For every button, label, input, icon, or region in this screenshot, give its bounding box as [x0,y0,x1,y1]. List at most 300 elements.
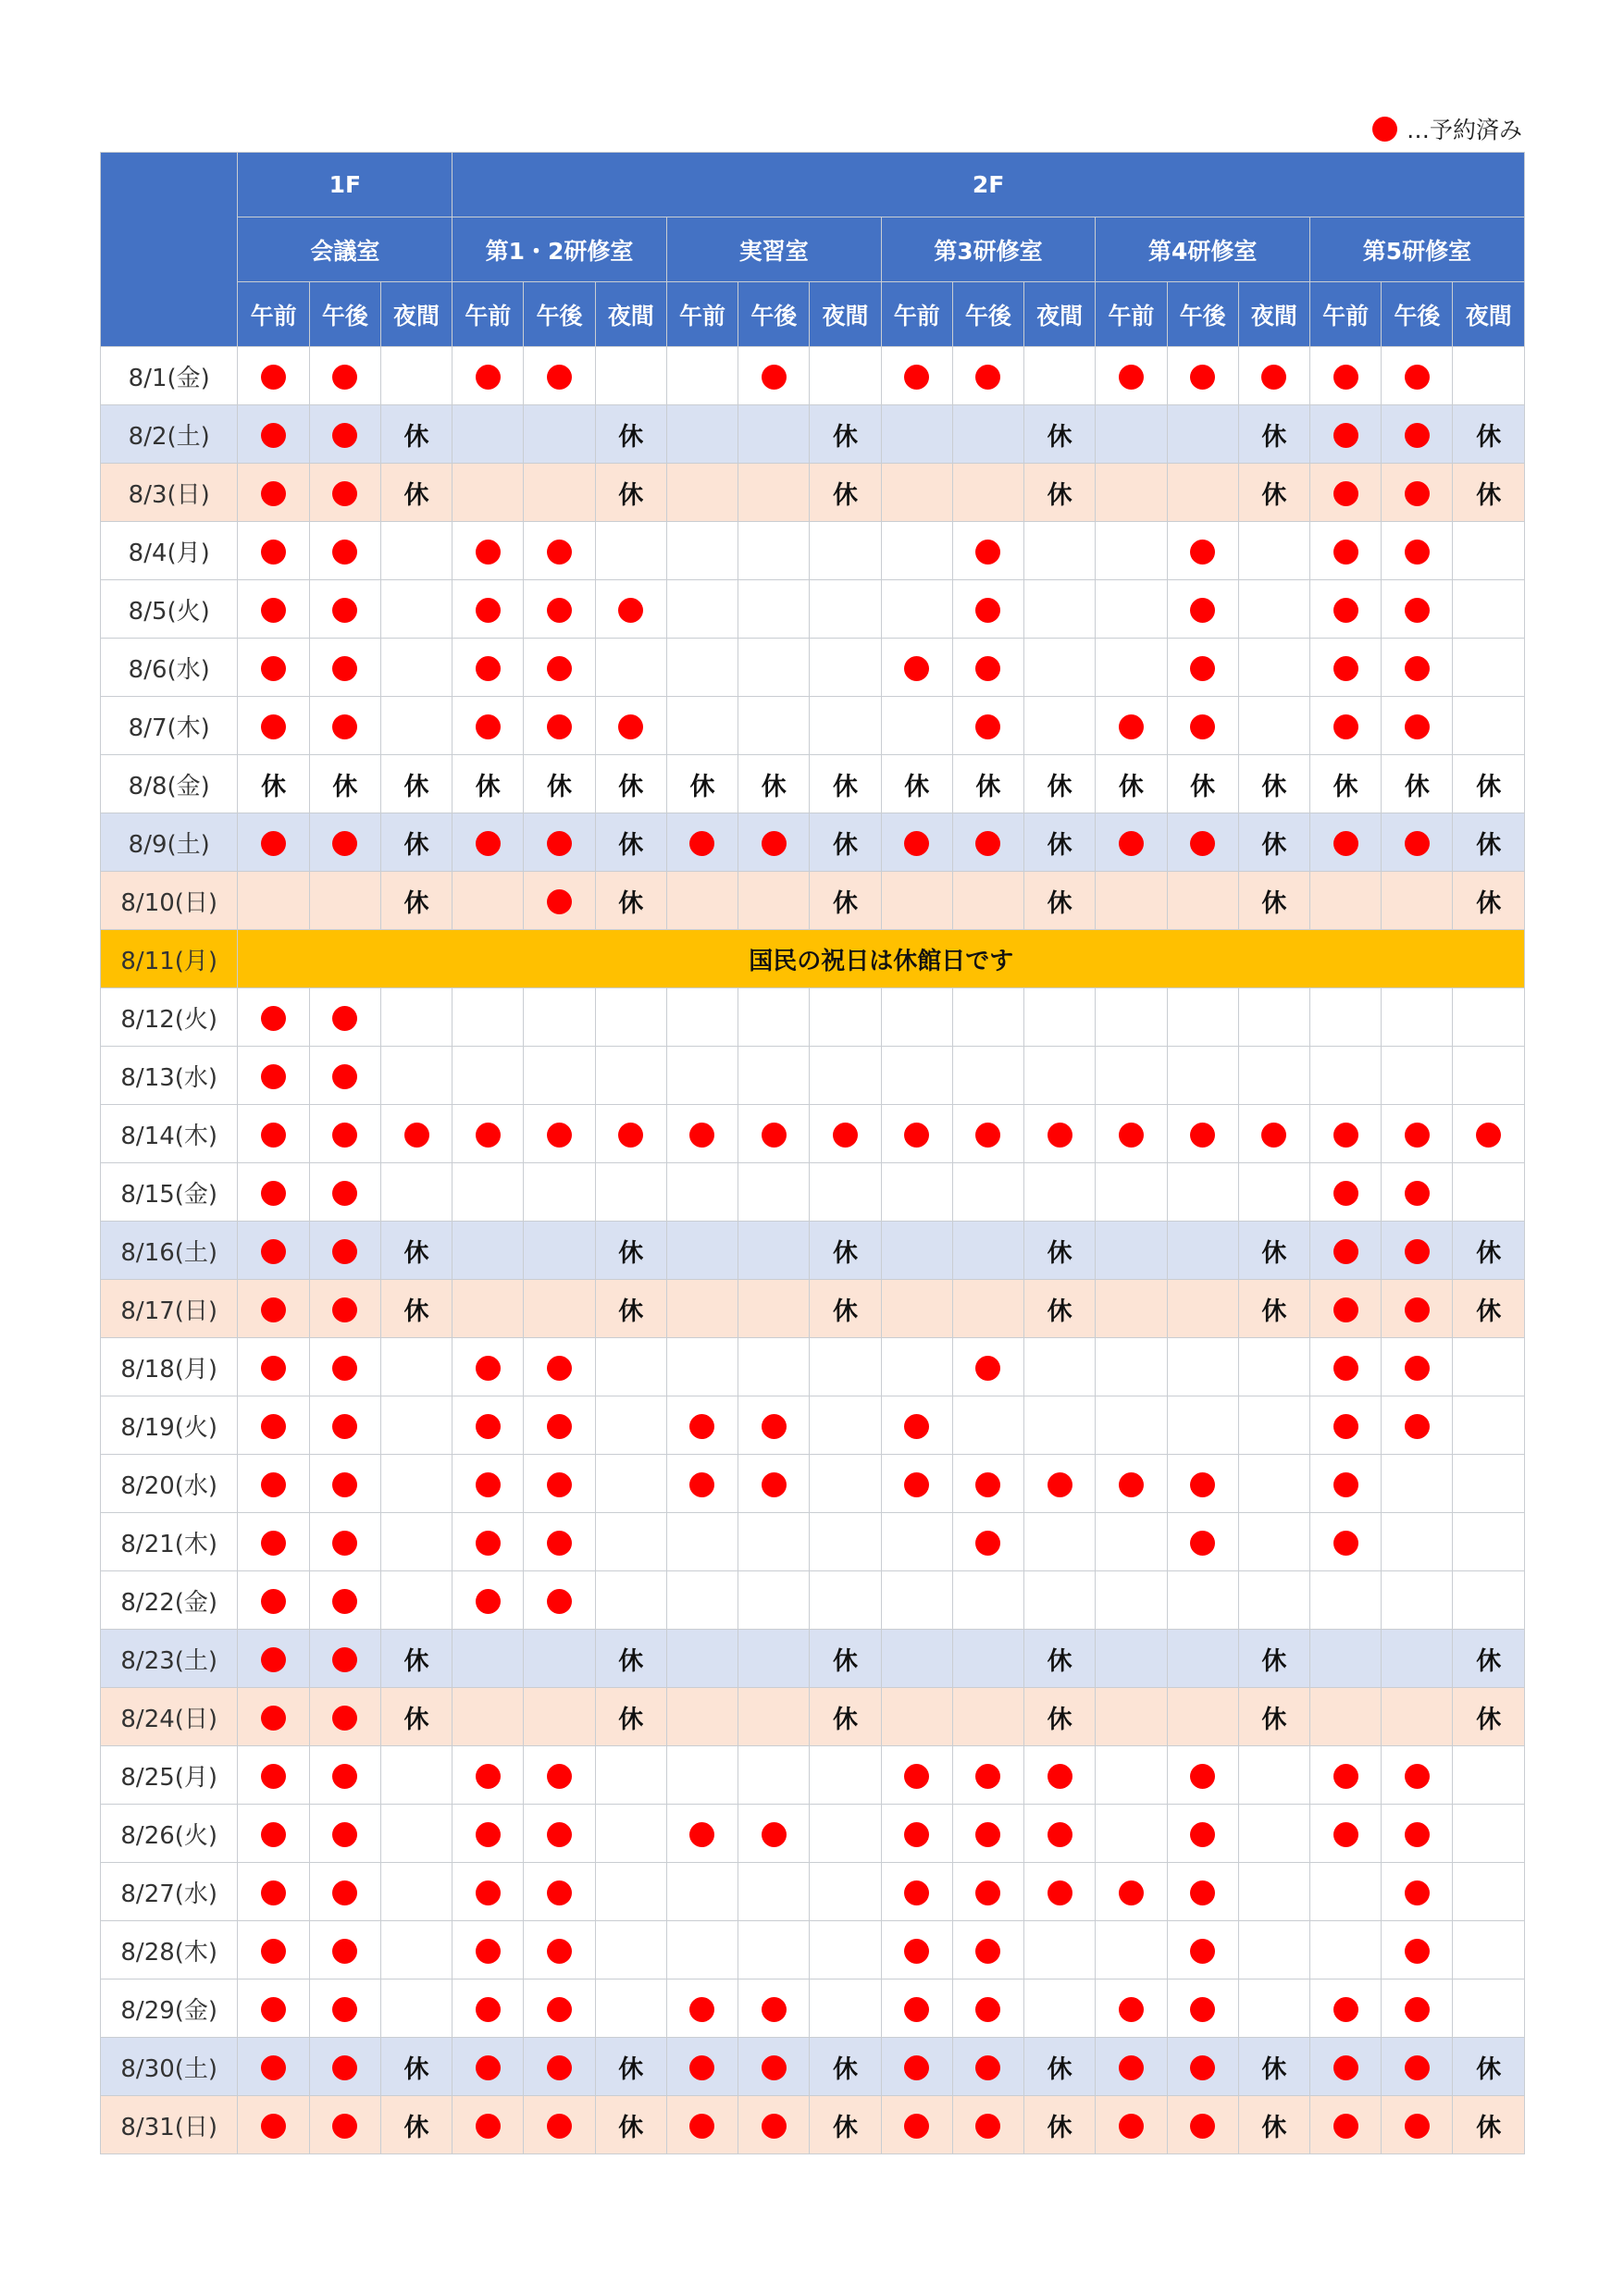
booked-dot-icon [1190,714,1215,739]
booked-cell [1309,1163,1381,1222]
booked-cell [309,1746,380,1805]
closed-cell: 休 [1453,813,1525,872]
booked-cell [1096,347,1167,405]
empty-cell [881,1280,952,1338]
empty-cell [666,1047,738,1105]
booked-cell [309,639,380,697]
booked-dot-icon [332,365,357,390]
booked-dot-icon [1190,1531,1215,1556]
booked-cell [1167,1746,1238,1805]
empty-cell [952,1630,1023,1688]
booked-cell [309,1396,380,1455]
booked-dot-icon [261,540,286,565]
empty-cell [881,580,952,639]
slot-header: 午前 [1309,282,1381,347]
booked-dot-icon [1405,714,1430,739]
booked-cell [238,1980,309,2038]
booked-cell [524,1455,595,1513]
booked-dot-icon [1190,2055,1215,2080]
booked-dot-icon [476,831,501,856]
booked-cell [1167,1980,1238,2038]
booked-cell [1309,405,1381,464]
slot-header-row [101,282,1525,347]
booked-dot-icon [547,1531,572,1556]
empty-cell [452,1047,524,1105]
booked-cell [1309,1222,1381,1280]
booked-dot-icon [1405,1239,1430,1264]
booked-cell [1382,639,1453,697]
empty-cell [1238,1513,1309,1571]
booked-cell [309,1280,380,1338]
booked-cell [738,1980,810,2038]
empty-cell [738,1222,810,1280]
booked-dot-icon [1119,1472,1144,1497]
booked-cell [309,1513,380,1571]
booked-cell [452,2038,524,2096]
date-cell: 8/31(日) [101,2096,238,2154]
booked-cell [738,813,810,872]
booked-cell [309,2096,380,2154]
booked-dot-icon [1405,2055,1430,2080]
slot-header: 夜間 [810,282,881,347]
empty-cell [666,1338,738,1396]
booked-cell [238,1163,309,1222]
empty-cell [1238,1921,1309,1980]
booked-cell [1309,1105,1381,1163]
date-cell: 8/6(水) [101,639,238,697]
booked-cell [452,697,524,755]
booked-cell [309,347,380,405]
booked-cell [1167,2096,1238,2154]
booked-dot-icon [476,1472,501,1497]
table-row [101,2096,1525,2154]
booked-dot-icon [1190,1123,1215,1148]
empty-cell [738,988,810,1047]
booked-cell [1167,1513,1238,1571]
booked-dot-icon [261,1880,286,1905]
booked-cell [452,1455,524,1513]
empty-cell [1238,1163,1309,1222]
booked-cell [1024,1105,1096,1163]
booked-cell [881,1396,952,1455]
booked-cell [1382,522,1453,580]
booked-dot-icon [476,1764,501,1789]
empty-cell [810,522,881,580]
booked-cell [524,697,595,755]
empty-cell [881,1571,952,1630]
date-cell: 8/21(木) [101,1513,238,1571]
booked-dot-icon [1405,1356,1430,1381]
booked-dot-icon [1405,1997,1430,2022]
booked-cell [666,1980,738,2038]
slot-header: 午前 [666,282,738,347]
empty-cell [1238,1805,1309,1863]
booked-dot-icon [1333,1472,1358,1497]
booked-dot-icon [1190,1939,1215,1964]
empty-cell [1167,1571,1238,1630]
booked-cell [1453,1105,1525,1163]
empty-cell [1024,988,1096,1047]
booked-cell [309,1805,380,1863]
booked-cell [309,1163,380,1222]
empty-cell [1167,405,1238,464]
empty-cell [952,872,1023,930]
empty-cell [1382,1571,1453,1630]
empty-cell [810,1396,881,1455]
booked-dot-icon [261,481,286,506]
booked-cell [1167,639,1238,697]
booked-cell [1096,1980,1167,2038]
room-header: 第4研修室 [1096,217,1310,282]
empty-cell [1238,1396,1309,1455]
empty-cell [524,1047,595,1105]
empty-cell [595,522,666,580]
empty-cell [1024,1396,1096,1455]
empty-cell [1167,1396,1238,1455]
booked-cell [309,522,380,580]
empty-cell [666,1746,738,1805]
booked-cell [1167,522,1238,580]
empty-cell [738,464,810,522]
empty-cell [738,522,810,580]
booked-dot-icon [975,714,1000,739]
booked-dot-icon [904,1822,929,1847]
booked-dot-icon [476,1531,501,1556]
booked-cell [524,1746,595,1805]
booked-cell [666,2096,738,2154]
booked-dot-icon [476,1997,501,2022]
booked-cell [452,347,524,405]
table-row [101,1746,1525,1805]
closed-cell: 休 [380,1688,452,1746]
booked-cell [238,813,309,872]
empty-cell [595,1047,666,1105]
booked-cell [1309,639,1381,697]
closed-cell: 休 [810,464,881,522]
closed-cell: 休 [1238,1688,1309,1746]
empty-cell [666,1863,738,1921]
empty-cell [1453,988,1525,1047]
empty-cell [881,1047,952,1105]
booked-cell [666,1396,738,1455]
empty-cell [1238,580,1309,639]
closed-cell: 休 [1024,755,1096,813]
booked-dot-icon [1372,117,1397,142]
table-row [101,1396,1525,1455]
empty-cell [738,697,810,755]
booked-cell [1167,1805,1238,1863]
booked-dot-icon [1333,1414,1358,1439]
booked-cell [1309,1396,1381,1455]
closed-cell: 休 [1453,1630,1525,1688]
booked-dot-icon [1333,365,1358,390]
empty-cell [1453,1746,1525,1805]
booked-cell [524,1105,595,1163]
empty-cell [1024,1163,1096,1222]
empty-cell [595,1396,666,1455]
empty-cell [595,1746,666,1805]
holiday-message: 国民の祝日は休館日です [238,930,1525,988]
date-cell: 8/17(日) [101,1280,238,1338]
empty-cell [738,1571,810,1630]
closed-cell: 休 [595,464,666,522]
booked-dot-icon [1333,1181,1358,1206]
closed-cell: 休 [1024,2096,1096,2154]
booked-dot-icon [1405,540,1430,565]
booked-dot-icon [547,1472,572,1497]
empty-cell [595,1455,666,1513]
closed-cell: 休 [595,2096,666,2154]
slot-header: 夜間 [380,282,452,347]
booked-dot-icon [547,1589,572,1614]
empty-cell [380,347,452,405]
booked-dot-icon [332,540,357,565]
empty-cell [1453,1805,1525,1863]
empty-cell [1382,1688,1453,1746]
table-body [101,347,1525,2154]
booked-cell [452,2096,524,2154]
booked-dot-icon [1048,1123,1072,1148]
empty-cell [595,1513,666,1571]
empty-cell [738,1688,810,1746]
empty-cell [1238,1863,1309,1921]
empty-cell [666,1630,738,1688]
booked-cell [238,1396,309,1455]
booked-cell [952,1805,1023,1863]
booked-dot-icon [689,831,714,856]
table-row [101,1455,1525,1513]
empty-cell [666,464,738,522]
booked-dot-icon [1119,1997,1144,2022]
empty-cell [1238,1338,1309,1396]
date-cell: 8/1(金) [101,347,238,405]
empty-cell [452,988,524,1047]
empty-cell [524,1163,595,1222]
booked-dot-icon [261,598,286,623]
booked-dot-icon [476,1822,501,1847]
booked-cell [952,1863,1023,1921]
booked-cell [238,405,309,464]
booked-cell [309,1863,380,1921]
empty-cell [1453,1338,1525,1396]
booked-dot-icon [975,1997,1000,2022]
empty-cell [1096,1688,1167,1746]
booked-dot-icon [975,2055,1000,2080]
empty-cell [810,1163,881,1222]
closed-cell: 休 [380,405,452,464]
booked-cell [1382,2038,1453,2096]
booked-cell [1382,1280,1453,1338]
booked-cell [238,1921,309,1980]
booked-dot-icon [1405,1181,1430,1206]
booked-cell [452,813,524,872]
closed-cell: 休 [1024,405,1096,464]
empty-cell [380,988,452,1047]
booked-dot-icon [1405,1414,1430,1439]
booked-dot-icon [332,1414,357,1439]
booked-cell [952,639,1023,697]
empty-cell [1096,1047,1167,1105]
booked-dot-icon [833,1123,858,1148]
date-cell: 8/28(木) [101,1921,238,1980]
empty-cell [380,1047,452,1105]
booked-cell [881,1105,952,1163]
empty-cell [380,580,452,639]
booked-cell [1167,1921,1238,1980]
empty-cell [380,639,452,697]
empty-cell [1238,1571,1309,1630]
closed-cell: 休 [1167,755,1238,813]
booked-dot-icon [689,1997,714,2022]
closed-cell: 休 [810,405,881,464]
booked-cell [524,1338,595,1396]
booked-dot-icon [1333,598,1358,623]
booked-cell [666,1455,738,1513]
empty-cell [1096,1571,1167,1630]
table-row [101,2038,1525,2096]
booked-cell [952,697,1023,755]
booked-cell [452,522,524,580]
booked-dot-icon [1048,1822,1072,1847]
room-header: 会議室 [238,217,452,282]
booked-cell [1382,813,1453,872]
empty-cell [738,580,810,639]
empty-cell [666,347,738,405]
booked-dot-icon [332,1123,357,1148]
table-row [101,697,1525,755]
booked-cell [1309,1513,1381,1571]
slot-header: 午前 [238,282,309,347]
closed-cell: 休 [1024,872,1096,930]
booked-dot-icon [1333,1531,1358,1556]
booked-cell [309,464,380,522]
empty-cell [666,1222,738,1280]
booked-cell [1382,347,1453,405]
closed-cell: 休 [595,755,666,813]
booked-cell [666,1105,738,1163]
empty-cell [1309,1688,1381,1746]
empty-cell [881,522,952,580]
booked-cell [452,1513,524,1571]
booked-cell [952,1455,1023,1513]
booked-cell [238,522,309,580]
closed-cell: 休 [595,813,666,872]
empty-cell [738,1513,810,1571]
empty-cell [738,1863,810,1921]
booked-dot-icon [975,1880,1000,1905]
booked-dot-icon [904,365,929,390]
closed-cell: 休 [1238,1630,1309,1688]
closed-cell: 休 [810,1688,881,1746]
booked-cell [1309,1980,1381,2038]
closed-cell: 休 [524,755,595,813]
empty-cell [595,1163,666,1222]
booked-dot-icon [332,1647,357,1672]
booked-dot-icon [332,2055,357,2080]
empty-cell [524,1630,595,1688]
booked-dot-icon [975,1939,1000,1964]
booked-dot-icon [762,1997,787,2022]
empty-cell [952,1222,1023,1280]
empty-cell [1453,1980,1525,2038]
empty-cell [1096,1280,1167,1338]
booked-dot-icon [689,2055,714,2080]
booked-dot-icon [689,1822,714,1847]
table-row [101,930,1525,988]
booked-dot-icon [476,656,501,681]
booked-cell [309,405,380,464]
empty-cell [380,1805,452,1863]
booked-cell [1238,1105,1309,1163]
empty-cell [524,1222,595,1280]
booked-dot-icon [547,1880,572,1905]
booked-cell [309,1338,380,1396]
empty-cell [1453,1396,1525,1455]
booked-dot-icon [1333,423,1358,448]
closed-cell: 休 [380,755,452,813]
booked-dot-icon [1333,831,1358,856]
booked-dot-icon [547,540,572,565]
slot-header: 午後 [738,282,810,347]
slot-header: 午前 [881,282,952,347]
booked-cell [1382,1921,1453,1980]
empty-cell [881,1338,952,1396]
empty-cell [238,872,309,930]
booked-cell [524,522,595,580]
booked-dot-icon [975,1531,1000,1556]
booked-cell [595,580,666,639]
booked-dot-icon [476,2114,501,2139]
empty-cell [1024,1571,1096,1630]
booked-cell [380,1105,452,1163]
room-header-row [101,217,1525,282]
empty-cell [952,464,1023,522]
empty-cell [1167,1222,1238,1280]
booked-cell [238,1280,309,1338]
booked-dot-icon [261,714,286,739]
booked-cell [238,347,309,405]
empty-cell [1238,1047,1309,1105]
empty-cell [1096,639,1167,697]
empty-cell [810,1338,881,1396]
booked-cell [1382,464,1453,522]
date-cell: 8/10(日) [101,872,238,930]
booked-cell [524,639,595,697]
booked-dot-icon [1261,1123,1286,1148]
closed-cell: 休 [595,872,666,930]
booked-cell [595,697,666,755]
closed-cell: 休 [666,755,738,813]
booked-dot-icon [1190,540,1215,565]
date-cell: 8/15(金) [101,1163,238,1222]
booked-cell [881,2038,952,2096]
closed-cell: 休 [1453,755,1525,813]
booked-dot-icon [1333,656,1358,681]
booked-dot-icon [261,1764,286,1789]
booked-dot-icon [261,1006,286,1031]
empty-cell [952,1688,1023,1746]
booked-cell [1167,813,1238,872]
empty-cell [881,697,952,755]
booked-cell [1167,1455,1238,1513]
empty-cell [1309,1921,1381,1980]
empty-cell [666,1688,738,1746]
slot-header: 午後 [524,282,595,347]
booked-dot-icon [547,656,572,681]
empty-cell [452,464,524,522]
booked-cell [452,639,524,697]
booked-dot-icon [547,889,572,914]
